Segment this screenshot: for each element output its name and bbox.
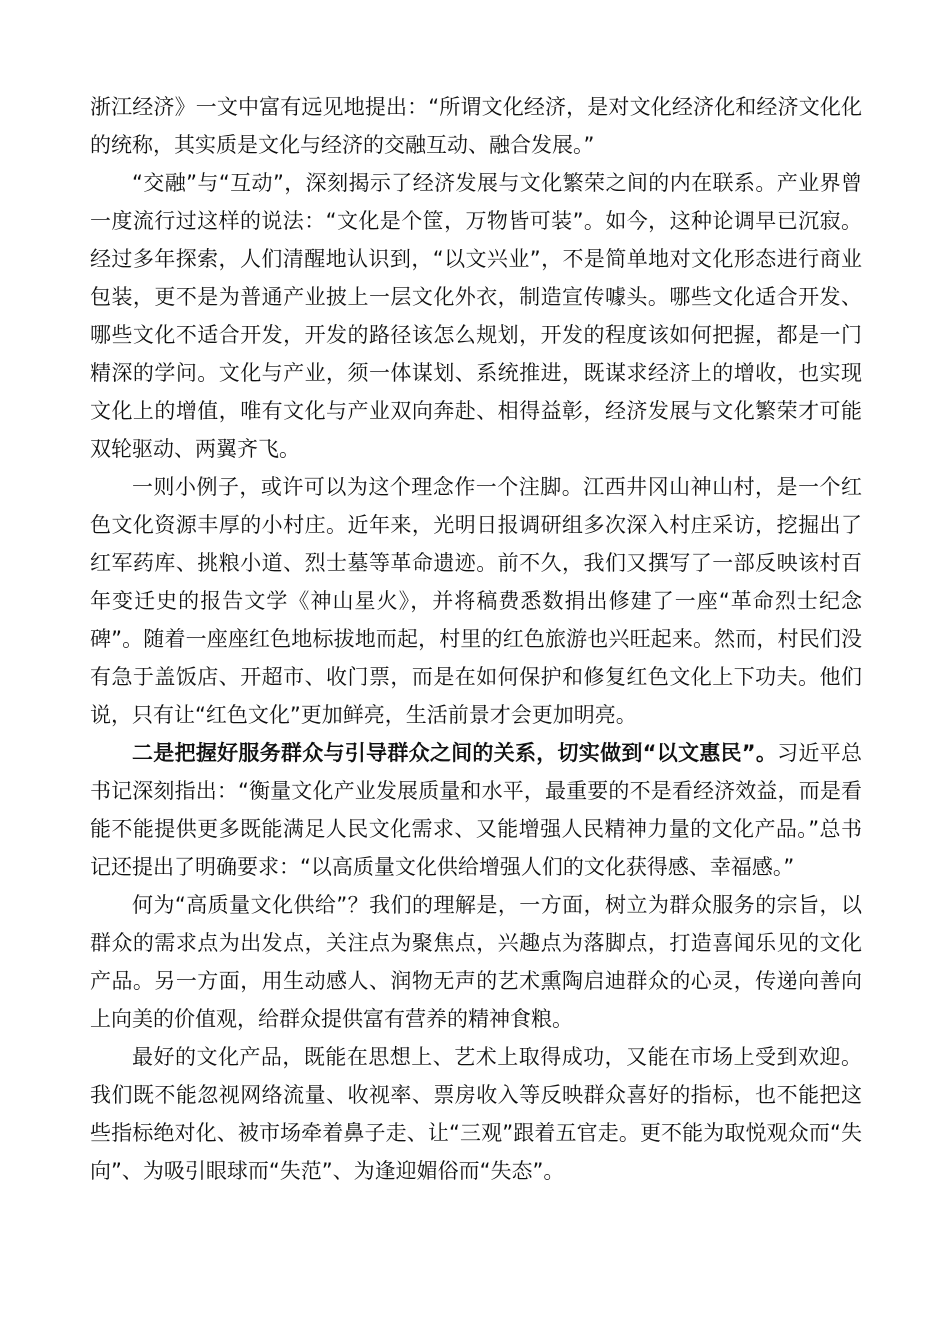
document-body	[90, 88, 862, 1190]
paragraph-continuation	[90, 88, 862, 164]
paragraph-fusion-interaction	[90, 164, 862, 468]
paragraph-shenshan-village	[90, 468, 862, 734]
section-heading-bold: 二是把握好服务群众与引导群众之间的关系，切实做到“以文惠民”。	[132, 741, 778, 765]
paragraph-text: 最好的文化产品，既能在思想上、艺术上取得成功，又能在市场上受到欢迎。我们既不能忽视网络流量、收视率、票房收入等反映群众喜好的指标，也不能把这些指标绝对化、被市场牵着鼻子走、让“三观”跟着五官走。更不能为取悦观众而“失向”、为吸引眼球而“失范”、为逢迎媚俗而“失态”。	[90, 1045, 862, 1183]
paragraph-serve-guide-masses	[90, 734, 862, 886]
paragraph-text: 一则小例子，或许可以为这个理念作一个注脚。江西井冈山神山村，是一个红色文化资源丰厚的小村庄。近年来，光明日报调研组多次深入村庄采访，挖掘出了红军药库、挑粮小道、烈士墓等革命遗迹。前不久，我们又撰写了一部反映该村百年变迁史的报告文学《神山星火》，并将稿费悉数捐出修建了一座“革命烈士纪念碑”。随着一座座红色地标拔地而起，村里的红色旅游也兴旺起来。然而，村民们没有急于盖饭店、开超市、收门票，而是在如何保护和修复红色文化上下功夫。他们说，只有让“红色文化”更加鲜亮，生活前景才会更加明亮。	[90, 475, 862, 727]
paragraph-text: 浙江经济》一文中富有远见地提出：“所谓文化经济，是对文化经济化和经济文化化的统称，其实质是文化与经济的交融互动、融合发展。”	[90, 95, 862, 157]
paragraph-high-quality-supply	[90, 886, 862, 1038]
paragraph-text: 习近平总书记深刻指出：“衡量文化产业发展质量和水平，最重要的不是看经济效益，而是看能不能提供更多既能满足人民文化需求、又能增强人民精神力量的文化产品。”总书记还提出了明确要求：“以高质量文化供给增强人们的文化获得感、幸福感。”	[90, 741, 863, 879]
paragraph-text: 何为“高质量文化供给”？我们的理解是，一方面，树立为群众服务的宗旨，以群众的需求点为出发点，关注点为聚焦点，兴趣点为落脚点，打造喜闻乐见的文化产品。另一方面，用生动感人、润物无声的艺术熏陶启迪群众的心灵，传递向善向上向美的价值观，给群众提供富有营养的精神食粮。	[90, 893, 862, 1031]
paragraph-best-cultural-products	[90, 1038, 862, 1190]
paragraph-text: “交融”与“互动”，深刻揭示了经济发展与文化繁荣之间的内在联系。产业界曾一度流行过这样的说法：“文化是个筐，万物皆可装”。如今，这种论调早已沉寂。经过多年探索，人们清醒地认识到，“以文兴业”，不是简单地对文化形态进行商业包装，更不是为普通产业披上一层文化外衣，制造宣传噱头。哪些文化适合开发、哪些文化不适合开发，开发的路径该怎么规划，开发的程度该如何把握，都是一门精深的学问。文化与产业，须一体谋划、系统推进，既谋求经济上的增收，也实现文化上的增值，唯有文化与产业双向奔赴、相得益彰，经济发展与文化繁荣才可能双轮驱动、两翼齐飞。	[90, 171, 862, 461]
